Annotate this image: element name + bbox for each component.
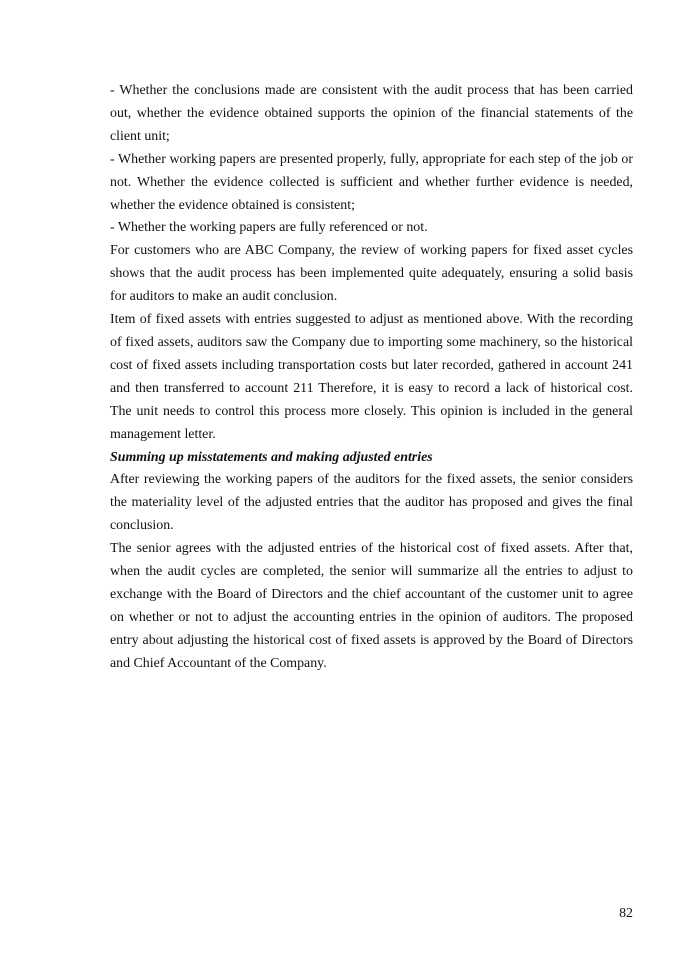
paragraph-abc-company-review: For customers who are ABC Company, the review of working papers for fixed asset cycles shows that the audit process has been implemented quite adequately, ensuring a solid basis for auditors to make an audit conclusion.: [110, 243, 633, 305]
paragraph-fixed-assets-entries: Item of fixed assets with entries suggested to adjust as mentioned above. With the recording of fixed assets, auditors saw the Company due to importing some machinery, so the historical cost of fixed assets including transportation costs but later recorded, gathered in account 241 and then transferred to account 211 Therefore, it is easy to record a lack of historical cost. The unit needs to control this process more closely. This opinion is included in the general management letter.: [110, 312, 633, 442]
page-number: 82: [619, 906, 633, 921]
section-heading: Summing up misstatements and making adjusted entries: [110, 449, 433, 465]
paragraph-working-papers-presented: - Whether working papers are presented properly, fully, appropriate for each step of the job or not. Whether the evidence collected is sufficient and whether further evidence is needed, whether the evidence obtained is consistent;: [110, 151, 633, 213]
paragraph-senior-agreement: The senior agrees with the adjusted entries of the historical cost of fixed assets. After that, when the audit cycles are completed, the senior will summarize all the entries to adjust to exchange with the Board of Directors and the chief accountant of the customer unit to agree on whether or not to adjust the accounting entries in the opinion of auditors. The proposed entry about adjusting the historical cost of fixed assets is approved by the Board of Directors and Chief Accountant of the Company.: [110, 541, 633, 671]
paragraph-senior-review: After reviewing the working papers of the auditors for the fixed assets, the senior considers the materiality level of the adjusted entries that the auditor has proposed and gives the final conclusion.: [110, 472, 633, 534]
paragraph-conclusions-consistency: - Whether the conclusions made are consistent with the audit process that has been carried out, whether the evidence obtained supports the opinion of the financial statements of the client unit;: [110, 83, 633, 144]
body-text: [110, 80, 633, 676]
paragraph-working-papers-referenced: - Whether the working papers are fully referenced or not.: [110, 220, 428, 236]
